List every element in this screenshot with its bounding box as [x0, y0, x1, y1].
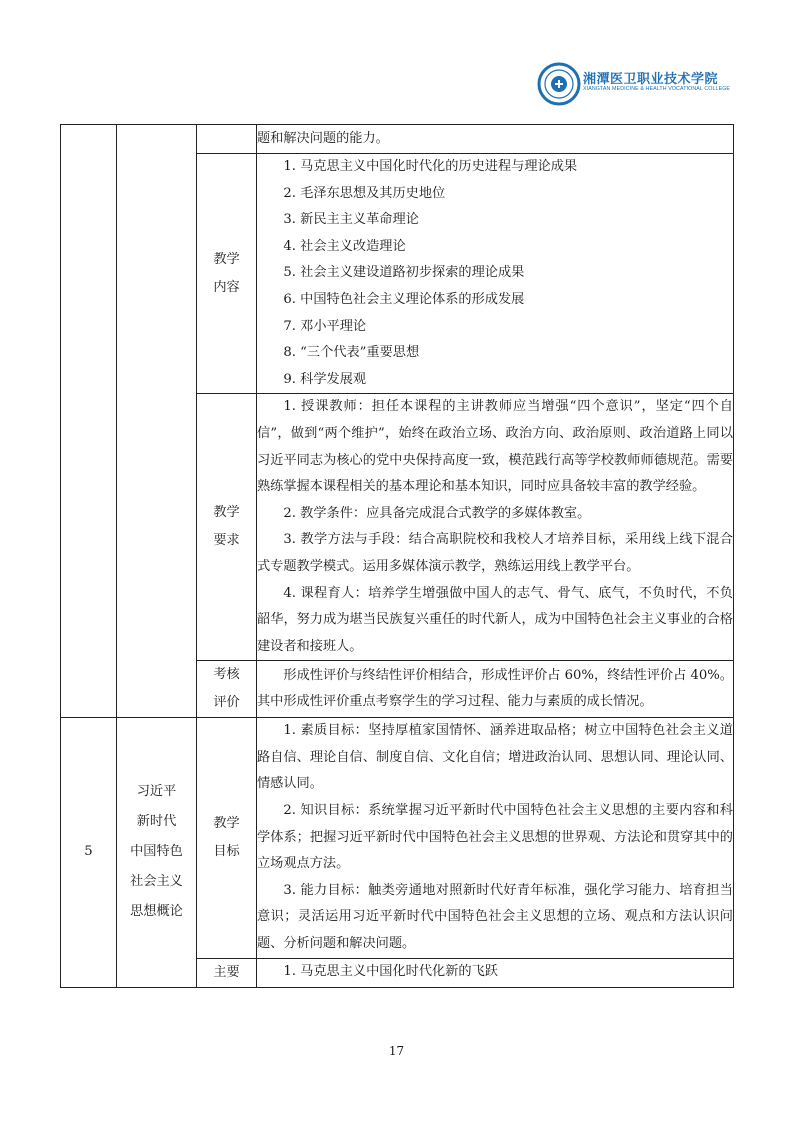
paragraph: 5. 社会主义建设道路初步探索的理论成果	[283, 265, 525, 281]
goal-label-text: 教学 目标	[213, 815, 240, 859]
content-label	[197, 154, 257, 394]
table-row	[61, 718, 734, 958]
school-emblem-icon	[537, 62, 581, 106]
paragraph: 3. 能力目标：触类旁通地对照新时代好青年标准，强化学习能力、培育担当意识；灵活运用习近平新时代中国特色社会主义思想的立场、观点和方法认识问题、分析问题和解决问题。	[257, 882, 733, 952]
paragraph: 1. 授课教师：担任本课程的主讲教师应当增强“四个意识”，坚定“四个自信”，做到“两个维护”，始终在政治立场、政治方向、政治原则、政治道路上同以习近平同志为核心的党中央保持高度一致，模范践行高等学校教师师德规范。需要熟练掌握本课程相关的基本理论和基本知识，同时应具备较丰富的教学经验。	[257, 399, 733, 495]
paragraph: 3. 教学方法与手段：结合高职院校和我校人才培养目标，采用线上线下混合式专题教学模式。运用多媒体演示教学，熟练运用线上教学平台。	[257, 532, 733, 574]
course-name-text: 习近平 新时代 中国特色 社会主义 思想概论	[130, 784, 183, 920]
paragraph: 2. 知识目标：系统掌握习近平新时代中国特色社会主义思想的主要内容和科学体系；把握习近平新时代中国特色社会主义思想的世界观、方法论和贯穿其中的立场观点方法。	[257, 803, 733, 872]
table-row	[61, 125, 734, 154]
paragraph: 1. 素质目标：坚持厚植家国情怀、涵养进取品格；树立中国特色社会主义道路自信、理论自信、制度自信、文化自信；增进政治认同、思想认同、理论认同、情感认同。	[257, 723, 733, 792]
paragraph: 3. 新民主主义革命理论	[283, 212, 419, 228]
goal-text	[257, 718, 734, 958]
continuation-text: 题和解决问题的能力。	[257, 125, 734, 154]
school-logo	[537, 62, 737, 110]
paragraph: 8. “三个代表”重要思想	[283, 345, 420, 361]
curriculum-table	[60, 124, 734, 988]
main-content-item: 1. 马克思主义中国化时代化新的飞跃	[257, 958, 734, 987]
requirement-label	[197, 394, 257, 661]
school-name: 湘潭医卫职业技术学院	[583, 72, 719, 87]
course-number: 5	[61, 718, 117, 987]
course-name	[117, 718, 197, 987]
assessment-text: 形成性评价与终结性评价相结合，形成性评价占 60%，终结性评价占 40%。其中形成性评价重点考察学生的学习过程、能力与素质的成长情况。	[257, 661, 734, 718]
paragraph: 2. 毛泽东思想及其历史地位	[283, 185, 446, 201]
school-name-en: XIANGTAN MEDICINE & HEALTH VOCATIONAL COLLEGE	[583, 86, 731, 92]
paragraph: 7. 邓小平理论	[283, 318, 367, 334]
requirement-text	[257, 394, 734, 661]
assessment-label-text: 考核 评价	[213, 667, 240, 711]
content-label-text: 教学 内容	[213, 251, 240, 295]
paragraph: 6. 中国特色社会主义理论体系的形成发展	[283, 291, 525, 307]
label-cell	[197, 125, 257, 154]
content-list	[257, 154, 734, 394]
main-content-label: 主要	[197, 958, 257, 987]
paragraph: 1. 马克思主义中国化时代化的历史进程与理论成果	[283, 159, 578, 174]
course-name-cell	[117, 125, 197, 718]
paragraph: 9. 科学发展观	[283, 371, 367, 387]
paragraph: 4. 社会主义改造理论	[283, 238, 406, 254]
page-number: 17	[388, 1044, 405, 1058]
goal-label	[197, 718, 257, 958]
paragraph: 4. 课程育人：培养学生增强做中国人的志气、骨气、底气，不负时代，不负韶华，努力成为堪当民族复兴重任的时代新人，成为中国特色社会主义事业的合格建设者和接班人。	[257, 585, 733, 654]
requirement-label-text: 教学 要求	[213, 505, 240, 549]
course-number-cell	[61, 125, 117, 718]
paragraph: 2. 教学条件：应具备完成混合式教学的多媒体教室。	[283, 505, 591, 521]
assessment-label	[197, 661, 257, 718]
